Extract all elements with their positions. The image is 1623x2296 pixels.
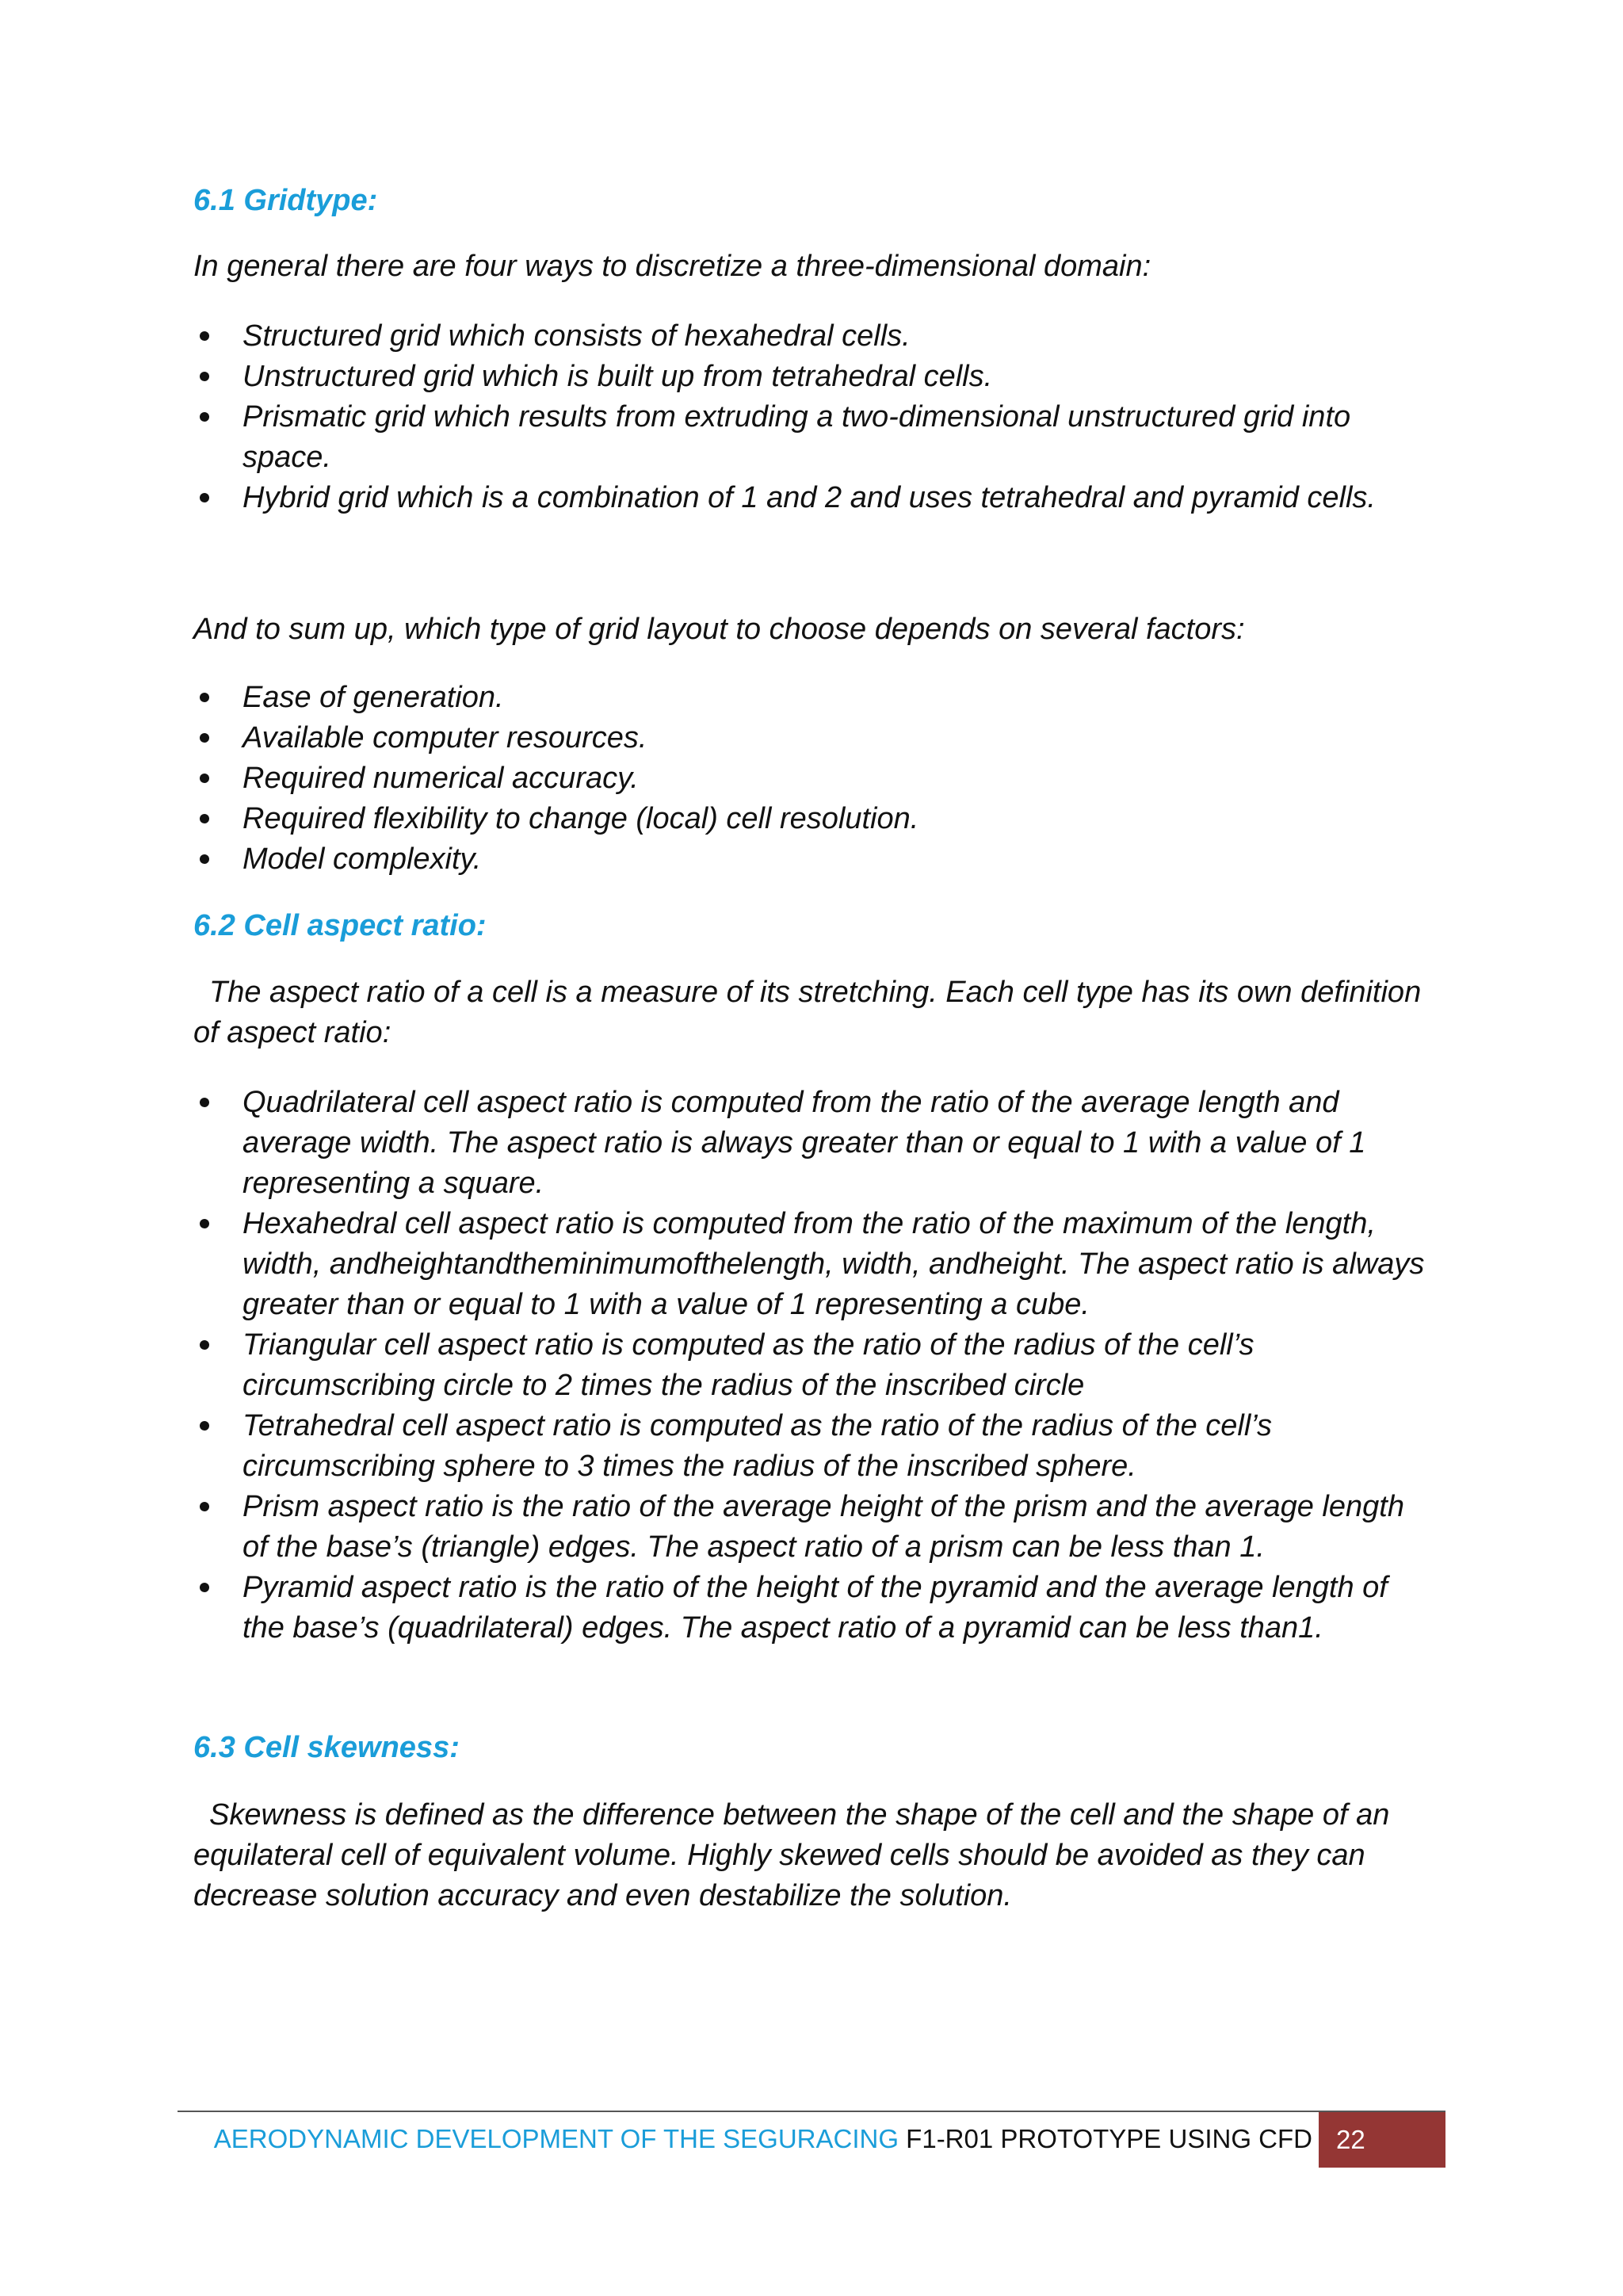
skewness-paragraph: Skewness is defined as the difference between the shape of the cell and the shape of an equilateral cell of equivalent volume. Highly skewed cells should be avoided as they can decrease solution accuracy and even destabilize the solution. (193, 1798, 1390, 1912)
list-item: Required numerical accuracy. (193, 758, 1430, 799)
bullet-icon (200, 733, 209, 743)
list-item: Pyramid aspect ratio is the ratio of the height of the pyramid and the average length of the base’s (quadrilateral) edges. The aspect ratio of a pyramid can be less than1. (193, 1568, 1430, 1648)
bullet-icon (200, 814, 209, 823)
list-item: Unstructured grid which is built up from tetrahedral cells. (193, 357, 1430, 397)
list-item: Hexahedral cell aspect ratio is computed from the ratio of the maximum of the length, width, andheightandtheminimumofthelength, width, andheight. The aspect ratio is always greater than or equal to 1 with a value of 1 representing a cube. (193, 1204, 1430, 1325)
bullet-icon (200, 1421, 209, 1431)
list-item: Hybrid grid which is a combination of 1 and 2 and uses tetrahedral and pyramid cells. (193, 478, 1430, 518)
list-item: Model complexity. (193, 839, 1430, 880)
section-heading-6-1: 6.1 Gridtype: (193, 184, 378, 217)
section-heading-6-3: 6.3 Cell skewness: (193, 1731, 460, 1764)
list-item: Ease of generation. (193, 678, 1430, 718)
bullet-icon (200, 372, 209, 381)
bullet-icon (200, 1583, 209, 1592)
footer-title: AERODYNAMIC DEVELOPMENT OF THE SEGURACING F1-R01 PROTOTYPE USING CFD (213, 2124, 1312, 2153)
list-item: Tetrahedral cell aspect ratio is computed as the ratio of the radius of the cell’s circumscribing sphere to 3 times the radius of the inscribed sphere. (193, 1406, 1430, 1487)
bullet-icon (200, 1098, 209, 1107)
aspect-ratio-list (193, 1083, 1430, 1648)
list-item: Prismatic grid which results from extruding a two-dimensional unstructured grid into space. (193, 397, 1430, 478)
bullet-icon (200, 854, 209, 864)
bullet-icon (200, 412, 209, 422)
bullet-icon (200, 1340, 209, 1350)
list-item: Prism aspect ratio is the ratio of the average height of the prism and the average length of the base’s (triangle) edges. The aspect ratio of a prism can be less than 1. (193, 1487, 1430, 1568)
list-item: Required flexibility to change (local) cell resolution. (193, 799, 1430, 839)
aspect-ratio-intro: The aspect ratio of a cell is a measure of its stretching. Each cell type has its own definition of aspect ratio: (193, 976, 1422, 1049)
gridtype-intro: In general there are four ways to discretize a three-dimensional domain: (193, 250, 1151, 283)
bullet-icon (200, 1502, 209, 1511)
list-item: Structured grid which consists of hexahedral cells. (193, 316, 1430, 357)
bullet-icon (200, 1219, 209, 1228)
page-number: 22 (1319, 2112, 1445, 2168)
bullet-icon (200, 693, 209, 702)
page-footer (178, 2112, 1445, 2168)
list-item: Available computer resources. (193, 718, 1430, 758)
bullet-icon (200, 774, 209, 783)
gridtype-list (193, 316, 1430, 518)
bullet-icon (200, 493, 209, 502)
list-item: Quadrilateral cell aspect ratio is computed from the ratio of the average length and average width. The aspect ratio is always greater than or equal to 1 with a value of 1 representing a square. (193, 1083, 1430, 1204)
sum-up-paragraph: And to sum up, which type of grid layout to choose depends on several factors: (193, 613, 1245, 646)
section-heading-6-2: 6.2 Cell aspect ratio: (193, 909, 487, 942)
page-content (193, 181, 1430, 1916)
factors-list (193, 678, 1430, 880)
list-item: Triangular cell aspect ratio is computed as the ratio of the radius of the cell’s circumscribing circle to 2 times the radius of the inscribed circle (193, 1325, 1430, 1406)
bullet-icon (200, 331, 209, 341)
